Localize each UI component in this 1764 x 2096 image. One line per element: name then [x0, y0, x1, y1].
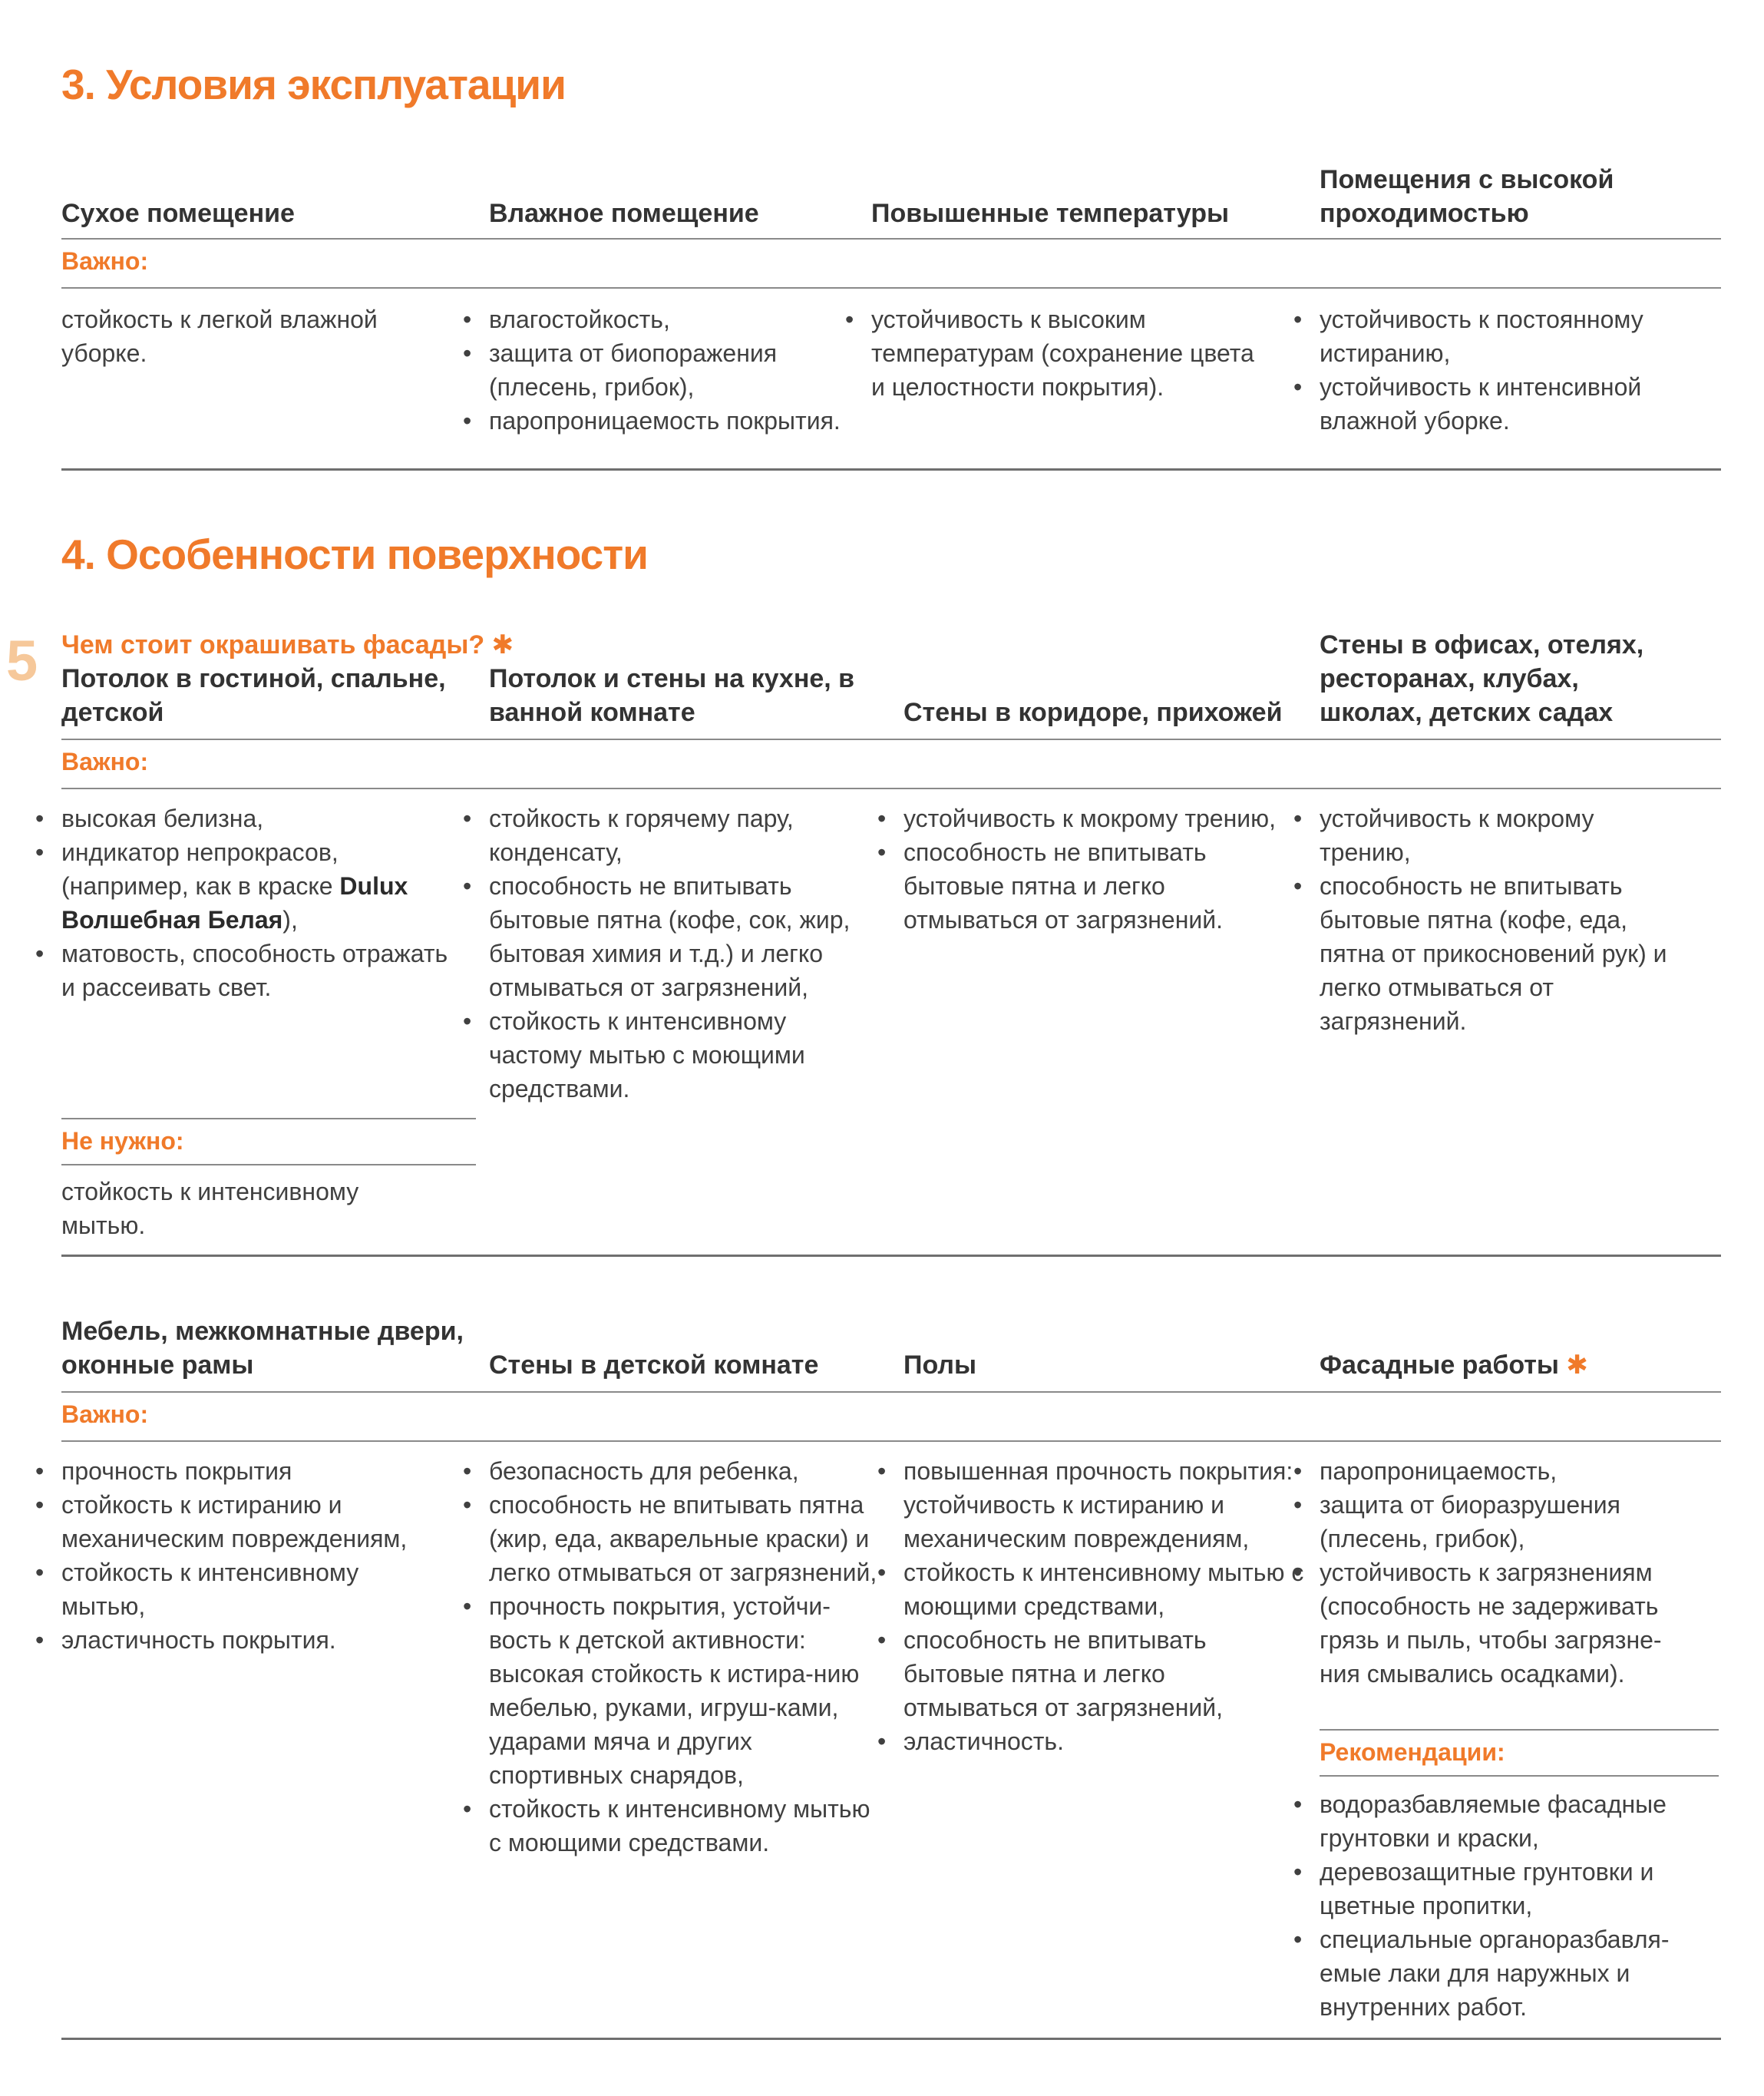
important-label: Важно:	[61, 748, 149, 775]
wet-room-list	[489, 302, 871, 438]
asterisk-icon: ✱	[1566, 1350, 1588, 1380]
section-4-table	[61, 628, 1721, 1257]
col-header-high-traffic: Помещения с высокой проходимостью	[1320, 165, 1614, 228]
col-header-dry-room: Сухое помещение	[61, 199, 295, 228]
list-item: • способность не впитывать бытовые пятна и легко отмываться от загрязнений.	[903, 835, 1289, 937]
divider	[61, 1391, 1721, 1393]
col-header-wet-room: Влажное помещение	[489, 199, 759, 228]
not-needed-label: Не нужно:	[61, 1127, 184, 1155]
list-item: • устойчивость к постоянному истиранию,	[1320, 302, 1688, 370]
list-item: • устойчивость к мокрому трению,	[903, 802, 1289, 835]
list-item: • прочность покрытия, устойчи-вость к детской активности: высокая стойкость к истира-нию мебелью, руками, игруш-ками, ударами мяча и других спортивных снарядов,	[489, 1589, 888, 1792]
divider	[1320, 1775, 1719, 1777]
col-header-floors: Полы	[903, 1350, 976, 1380]
list-item: • стойкость к интенсивному мытью с моющими средствами,	[903, 1555, 1304, 1623]
brand-name: Dulux Волшебная Белая	[61, 872, 408, 934]
list-item: • паропроницаемость,	[1320, 1454, 1688, 1488]
list-item: • стойкость к интенсивному мытью с моющими средствами.	[489, 1792, 888, 1860]
corridor-list	[903, 802, 1289, 937]
list-item: • стойкость к горячему пару, конденсату,	[489, 802, 880, 869]
section-3-table	[61, 154, 1721, 471]
furniture-list	[61, 1454, 443, 1657]
list-item: • прочность покрытия	[61, 1454, 443, 1488]
list-item-text: ),	[282, 906, 298, 934]
divider	[61, 1118, 476, 1119]
section-4-title: 4. Особенности поверхности	[61, 531, 648, 578]
section-3-title: 3. Условия эксплуатации	[61, 61, 566, 108]
col-header-offices: Стены в офисах, отелях, ресторанах, клубах, школах, детских садах	[1320, 630, 1644, 727]
section-divider	[61, 468, 1721, 471]
col-header-corridor: Стены в коридоре, прихожей	[903, 698, 1283, 727]
list-item: • защита от биоразрушения (плесень, грибок),	[1320, 1488, 1688, 1555]
divider	[61, 287, 1721, 289]
dry-room-text: стойкость к легкой влажной уборке.	[61, 306, 378, 367]
side-number: 5	[6, 629, 38, 693]
list-item: • защита от биопоражения (плесень, грибок),	[489, 336, 871, 404]
divider	[61, 238, 1721, 240]
list-item: • стойкость к интенсивному мытью,	[61, 1555, 443, 1623]
list-item: • повышенная прочность покрытия: устойчивость к истиранию и механическим повреждениям,	[903, 1454, 1304, 1555]
list-item	[61, 835, 466, 937]
list-item-text: индикатор непрокрасов, (например, как в краске	[61, 838, 340, 900]
col-header-facade-text: Фасадные работы	[1320, 1350, 1559, 1380]
list-item: • стойкость к истиранию и механическим повреждениям,	[61, 1488, 443, 1555]
col-header-ceiling-living: Потолок в гостиной, спальне, детской	[61, 664, 446, 727]
recommendations-label: Рекомендации:	[1320, 1738, 1505, 1766]
facade-question-text: Чем стоит окрашивать фасады?	[61, 630, 485, 660]
list-item: • высокая белизна,	[61, 802, 466, 835]
list-item: • устойчивость к интенсивной влажной уборке.	[1320, 370, 1688, 438]
list-item: • устойчивость к мокрому трению,	[1320, 802, 1688, 869]
facade-list	[1320, 1454, 1688, 1691]
section-divider	[61, 1255, 1721, 1257]
not-needed-text: стойкость к интенсивному мытью.	[61, 1178, 359, 1239]
divider	[61, 1164, 476, 1165]
asterisk-icon: ✱	[491, 630, 514, 660]
list-item: • стойкость к интенсивному частому мытью с моющими средствами.	[489, 1004, 880, 1106]
list-item: • эластичность покрытия.	[61, 1623, 443, 1657]
divider	[61, 739, 1721, 740]
list-item: • устойчивость к высоким температурам (сохранение цвета и целостности покрытия).	[871, 302, 1273, 404]
high-traffic-list	[1320, 302, 1688, 438]
recommendations-list	[1320, 1787, 1696, 2024]
list-item: • способность не впитывать бытовые пятна (кофе, еда, пятна от прикосновений рук) и легко отмываться от загрязнений.	[1320, 869, 1688, 1038]
list-item: • водоразбавляемые фасадные грунтовки и краски,	[1320, 1787, 1696, 1855]
list-item: • способность не впитывать бытовые пятна и легко отмываться от загрязнений,	[903, 1623, 1304, 1724]
list-item: • паропроницаемость покрытия.	[489, 404, 871, 438]
list-item: • устойчивость к загрязнениям (способность не задерживать грязь и пыль, чтобы загрязне-ния смывались осадками).	[1320, 1555, 1688, 1691]
list-item: • матовость, способность отражать и рассеивать свет.	[61, 937, 466, 1004]
list-item: • деревозащитные грунтовки и цветные пропитки,	[1320, 1855, 1696, 1922]
divider	[61, 1440, 1721, 1442]
list-item: • влагостойкость,	[489, 302, 871, 336]
list-item: • специальные органоразбавля-емые лаки для наружных и внутренних работ.	[1320, 1922, 1696, 2024]
list-item: • способность не впитывать бытовые пятна (кофе, сок, жир, бытовая химия и т.д.) и легко отмываться от загрязнений,	[489, 869, 880, 1004]
divider	[61, 788, 1721, 789]
col-header-furniture: Мебель, межкомнатные двери, оконные рамы	[61, 1317, 464, 1380]
section-5-table	[61, 1314, 1721, 2040]
kitchen-bath-list	[489, 802, 880, 1106]
floors-list	[903, 1454, 1304, 1758]
col-header-facade	[1320, 1348, 1688, 1382]
list-item: • безопасность для ребенка,	[489, 1454, 888, 1488]
col-header-kids-room: Стены в детской комнате	[489, 1350, 819, 1380]
important-label: Важно:	[61, 247, 149, 275]
col-header-high-temp: Повышенные температуры	[871, 199, 1230, 228]
offices-list	[1320, 802, 1688, 1038]
ceiling-living-list	[61, 802, 489, 1004]
list-item: • эластичность.	[903, 1724, 1304, 1758]
kids-room-list	[489, 1454, 888, 1860]
list-item: • способность не впитывать пятна (жир, еда, акварельные краски) и легко отмываться от загрязнений,	[489, 1488, 888, 1589]
high-temp-list	[871, 302, 1273, 404]
divider	[1320, 1729, 1719, 1731]
col-header-kitchen-bath: Потолок и стены на кухне, в ванной комнате	[489, 664, 855, 727]
important-label: Важно:	[61, 1400, 149, 1428]
section-divider	[61, 2038, 1721, 2040]
